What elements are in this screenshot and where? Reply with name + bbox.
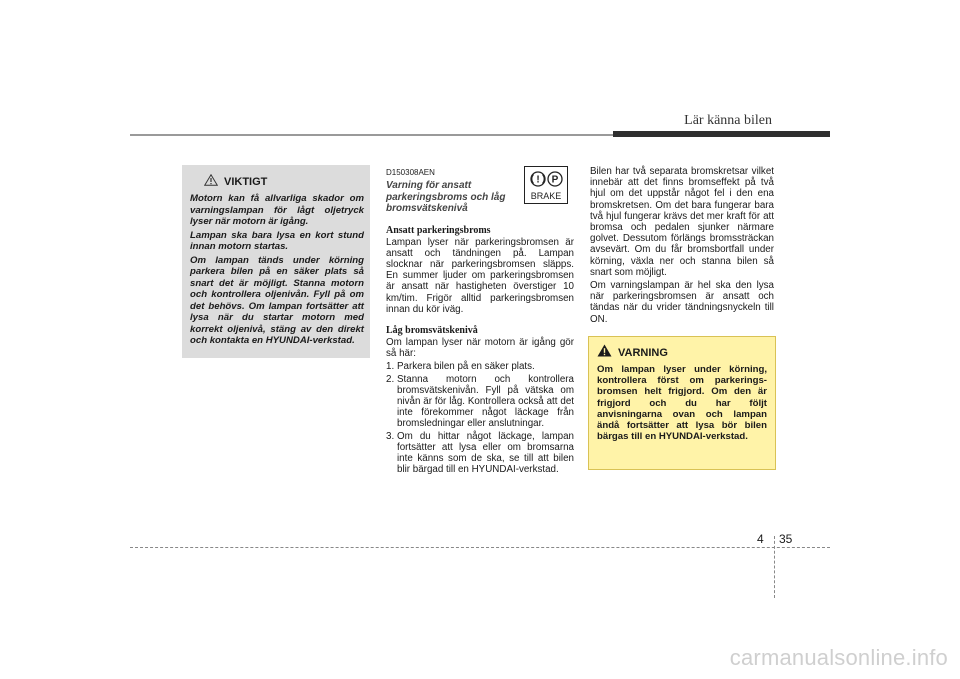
brake-icon-label: BRAKE [530, 191, 562, 201]
caution-title: VIKTIGT [224, 176, 268, 188]
svg-text:P: P [551, 174, 559, 186]
watermark: carmanualsonline.info [729, 645, 948, 670]
warning-title: VARNING [618, 347, 668, 359]
warning-box [588, 336, 776, 470]
footer-rule [130, 547, 830, 548]
header-tab-bar [613, 131, 830, 137]
list-item [386, 431, 574, 476]
brake-warning-icon [524, 166, 568, 204]
caution-paragraph: Motorn kan få allvarliga skador om varningslampan för lågt oljetryck lyser när motorn är igång. [190, 193, 364, 227]
brake-lamp-paragraph: Om varningslampan är hel ska den lysa när parkeringsbromsen är ansatt och tändas när du vrider tändningsnyckeln till ON. [590, 280, 774, 325]
list-item [386, 374, 574, 430]
step-number: 2. [386, 373, 395, 385]
step-text: Parkera bilen på en säker plats. [397, 361, 535, 373]
footer-divider [774, 536, 775, 598]
low-fluid-intro: Om lampan lyser när motorn är igång gör så här: [386, 336, 574, 360]
warning-triangle-icon [597, 344, 612, 362]
caution-triangle-icon [204, 173, 218, 191]
brake-circuit-text [590, 166, 774, 327]
section-title: Varning för ansatt parkeringsbroms och låg bromsvätskenivå [386, 180, 506, 214]
list-item [386, 361, 574, 372]
caution-paragraph: Lampan ska bara lysa en kort stund innan motorn startas. [190, 229, 364, 252]
section-code: D150308AEN [386, 168, 435, 177]
page-number: 35 [779, 532, 793, 546]
warning-header [597, 344, 767, 362]
step-text: Om du hittar något läckage, lampan fortsätter att lysa eller om bromsarna inte känns som de ska, se till att bilen blir bärgad till en HYUNDAI-verkstad. [397, 430, 574, 476]
warning-text: Om lampan lyser under körning, kontrollera först om parkerings-bromsen helt frigjord. Om den är frigjord och du har följt anvisningarna ovan och lampan ändå fortsätter att lysa bör bilen bärgas till en HYUNDAI-verkstad. [597, 364, 767, 443]
parking-brake-text: Lampan lyser när parkeringsbromsen är ansatt och tändningen på. Lampan slocknar när parkeringsbromsen släpps. En summer ljuder om parkeringsbromsen är ansatt när hastigheten överstiger 10 km/tim. Frigör alltid parkeringsbromsen innan du kör iväg. [386, 236, 574, 315]
page-header-title: Lär känna bilen [684, 113, 772, 128]
caution-paragraph: Om lampan tänds under körning parkera bilen på en säker plats så snart det är möjligt. Stanna motorn och kontrollera oljenivån. Fyll på om det behövs. Om lampan fortsätter att lysa när du startar motorn med korrekt oljenivå, stäng av den direkt och kontakta en HYUNDAI-verkstad. [190, 254, 364, 346]
brake-section [386, 166, 574, 476]
parking-brake-heading: Ansatt parkeringsbroms [386, 224, 491, 236]
low-fluid-heading: Låg bromsvätskenivå [386, 324, 478, 336]
step-number: 1. [386, 361, 395, 373]
chapter-number: 4 [757, 532, 764, 546]
step-text: Stanna motorn och kontrollera bromsvätskenivån. Fyll på vätska om nivån är för låg. Kontrollera också att det inte förekommer något läckage från bromsledningar eller anslutningar. [397, 373, 574, 430]
caution-header [204, 173, 364, 191]
step-number: 3. [386, 430, 395, 442]
svg-text:!: ! [536, 174, 540, 186]
brake-circuit-paragraph: Bilen har två separata bromskretsar vilket innebär att det finns bromseffekt på två hjul om det uppstår något fel i den ena bromskretsen. Om det bara fungerar bara två hjul fungerar krävs det mer kraft för att bromsa och pedalen sjunker närmare golvet. Dessutom förlängs bromssträckan avsevärt. Om du får bromsbortfall under körning, växla ner och stanna bilen så snart som möjligt. [590, 166, 774, 278]
low-fluid-steps [386, 361, 574, 475]
caution-box [182, 165, 370, 358]
